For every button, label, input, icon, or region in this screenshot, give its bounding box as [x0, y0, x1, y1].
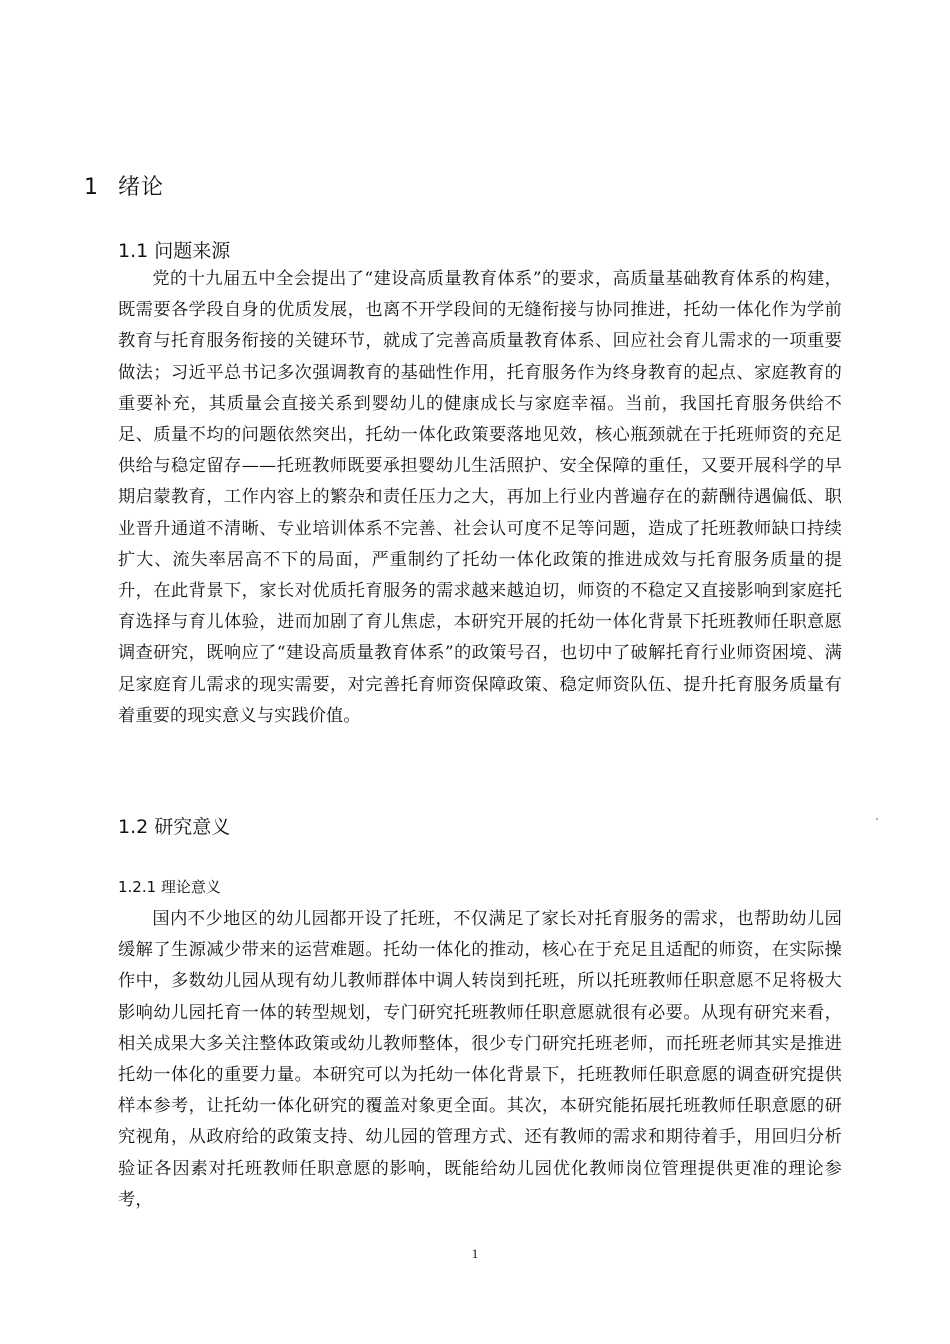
section-1-1-heading: 1.1 问题来源 — [118, 240, 231, 262]
section-1-1-paragraph: 党的十九届五中全会提出了“建设高质量教育体系”的要求，高质量基础教育体系的构建，既需要各学段自身的优质发展，也离不开学段间的无缝衔接与协同推进，托幼一体化作为学前教育与托育服务衔接的关键环节，就成了完善高质量教育体系、回应社会育儿需求的一项重要做法；习近平总书记多次强调教育的基础性作用，托育服务作为终身教育的起点、家庭教育的重要补充，其质量会直接关系到婴幼儿的健康成长与家庭幸福。当前，我国托育服务供给不足、质量不均的问题依然突出，托幼一体化政策要落地见效，核心瓶颈就在于托班师资的充足供给与稳定留存——托班教师既要承担婴幼儿生活照护、安全保障的重任，又要开展科学的早期启蒙教育，工作内容上的繁杂和责任压力之大，再加上行业内普遍存在的薪酬待遇偏低、职业晋升通道不清晰、专业培训体系不完善、社会认可度不足等问题，造成了托班教师缺口持续扩大、流失率居高不下的局面，严重制约了托幼一体化政策的推进成效与托育服务质量的提升，在此背景下，家长对优质托育服务的需求越来越迫切，师资的不稳定又直接影响到家庭托育选择与育儿体验，进而加剧了育儿焦虑，本研究开展的托幼一体化背景下托班教师任职意愿调查研究，既响应了“建设高质量教育体系”的政策号召，也切中了破解托育行业师资困境、满足家庭育儿需求的现实需要，对完善托育师资保障政策、稳定师资队伍、提升托育服务质量有着重要的现实意义与实践价值。 — [118, 269, 842, 726]
section-1-2-1-heading: 1.2.1 理论意义 — [118, 878, 221, 896]
chapter-number: 1 — [84, 175, 99, 200]
scan-speck — [876, 818, 878, 820]
chapter-heading — [84, 170, 164, 201]
chapter-title: 绪论 — [118, 175, 165, 200]
section-1-2-heading: 1.2 研究意义 — [118, 816, 231, 838]
section-1-2-1-paragraph: 国内不少地区的幼儿园都开设了托班，不仅满足了家长对托育服务的需求，也帮助幼儿园缓解了生源减少带来的运营难题。托幼一体化的推动，核心在于充足且适配的师资，在实际操作中，多数幼儿园从现有幼儿教师群体中调人转岗到托班，所以托班教师任职意愿不足将极大影响幼儿园托育一体的转型规划，专门研究托班教师任职意愿就很有必要。从现有研究来看，相关成果大多关注整体政策或幼儿教师整体，很少专门研究托班老师，而托班老师其实是推进托幼一体化的重要力量。本研究可以为托幼一体化背景下，托班教师任职意愿的调查研究提供样本参考，让托幼一体化研究的覆盖对象更全面。其次，本研究能拓展托班教师任职意愿的研究视角，从政府给的政策支持、幼儿园的管理方式、还有教师的需求和期待着手，用回归分析验证各因素对托班教师任职意愿的影响，既能给幼儿园优化教师岗位管理提供更准的理论参考， — [118, 909, 842, 1210]
page-number: 1 — [471, 1246, 479, 1261]
